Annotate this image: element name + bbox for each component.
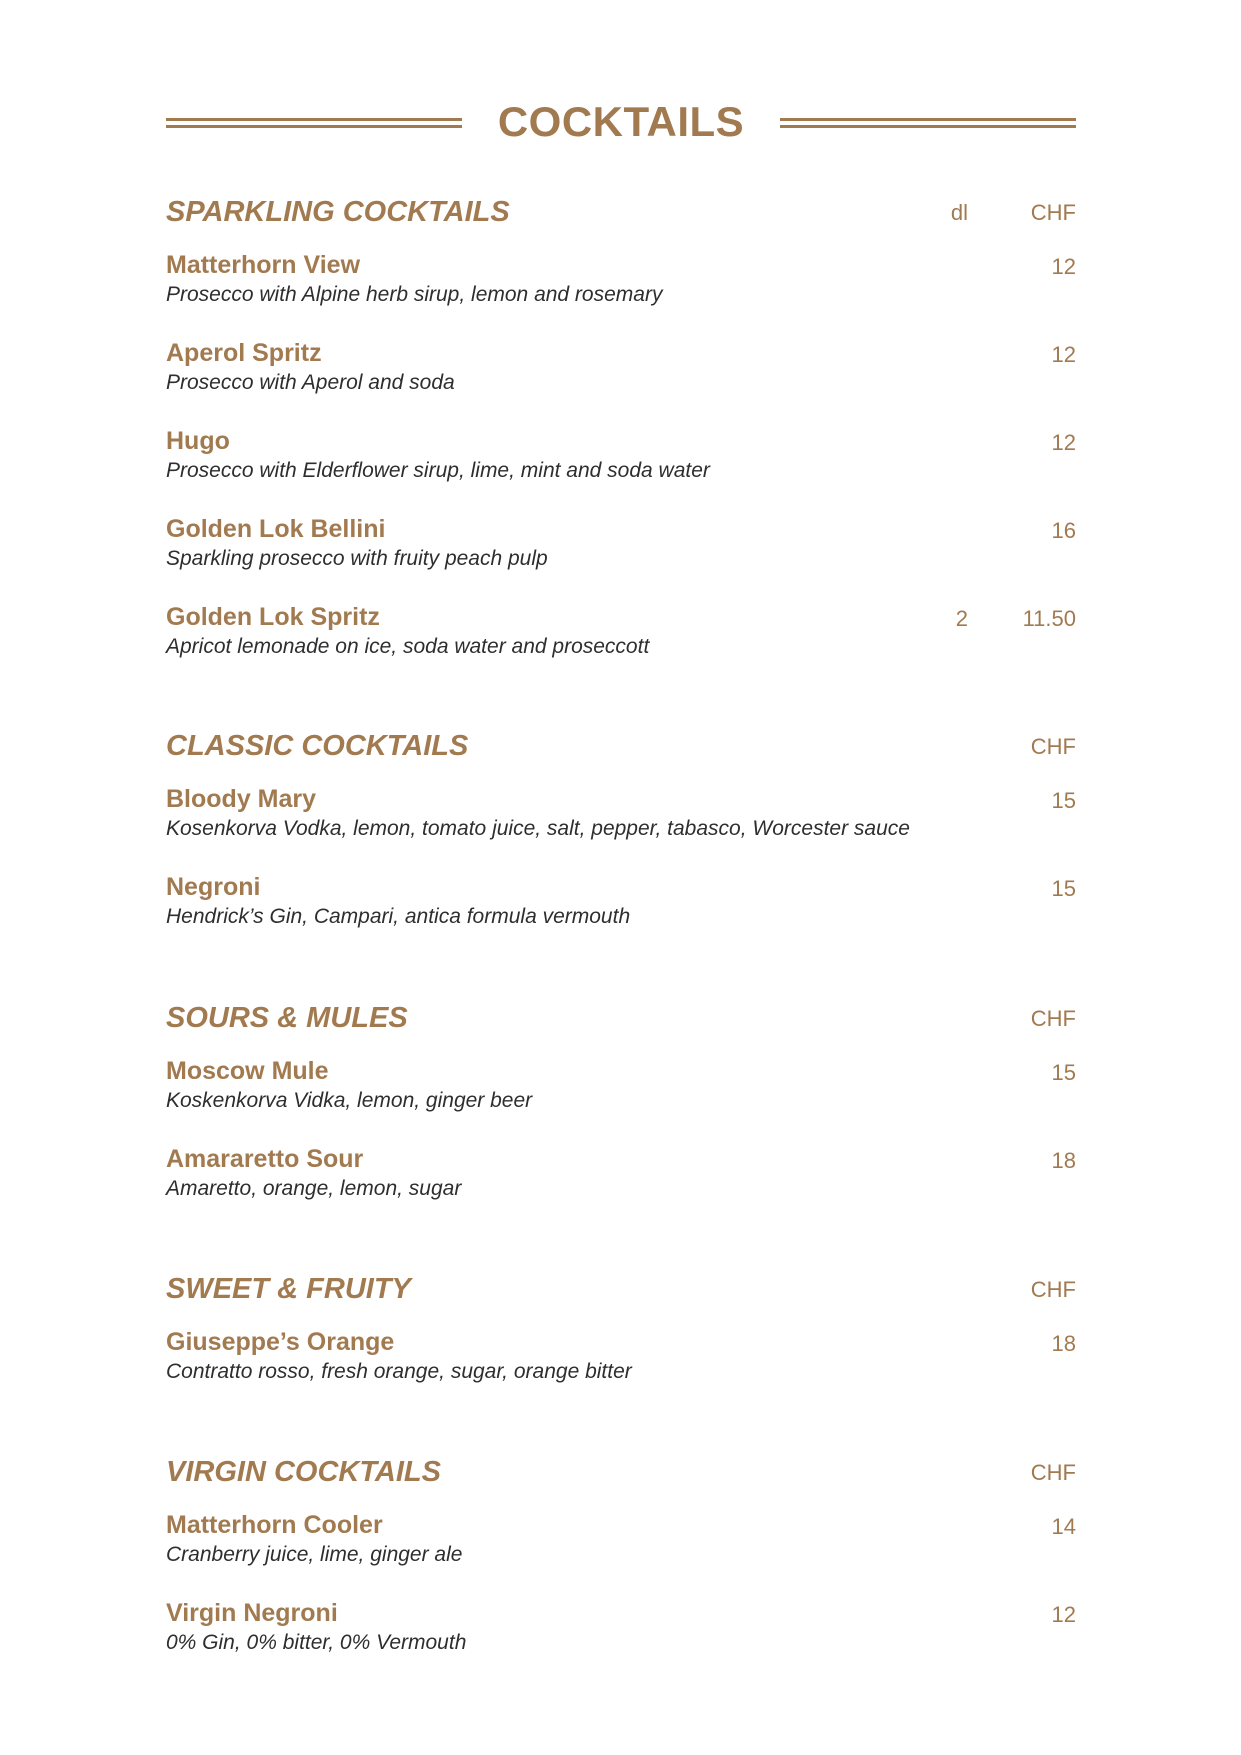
item-name: Matterhorn View (166, 251, 361, 279)
section-header (166, 998, 1076, 1038)
menu-item (166, 512, 1076, 600)
item-price: 12 (1051, 430, 1076, 455)
menu-item (166, 424, 1076, 512)
column-label-chf: CHF (1030, 1277, 1076, 1302)
item-name: Golden Lok Spritz (166, 603, 380, 631)
item-name: Golden Lok Bellini (166, 515, 386, 543)
item-description: Contratto rosso, fresh orange, sugar, orange bitter (166, 1360, 632, 1383)
menu-item (166, 1596, 1076, 1684)
section-title: CLASSIC COCKTAILS (166, 730, 469, 762)
item-price: 14 (1051, 1514, 1076, 1539)
section-header (166, 1452, 1076, 1492)
column-label-chf: CHF (1030, 200, 1076, 225)
menu-item (166, 1325, 1076, 1413)
item-price: 12 (1051, 1602, 1076, 1627)
item-name: Matterhorn Cooler (166, 1511, 383, 1539)
item-price: 18 (1051, 1148, 1076, 1173)
item-volume: 2 (955, 606, 968, 631)
menu-item (166, 1142, 1076, 1230)
item-price: 12 (1051, 254, 1076, 279)
section-sparkling-cocktails (166, 192, 1076, 688)
item-description: 0% Gin, 0% bitter, 0% Vermouth (166, 1631, 467, 1654)
menu-item (166, 1054, 1076, 1142)
item-price: 12 (1051, 342, 1076, 367)
item-name: Moscow Mule (166, 1057, 329, 1085)
menu-item (166, 1508, 1076, 1596)
section-sours-mules (166, 998, 1076, 1230)
item-name: Bloody Mary (166, 785, 317, 813)
item-name: Negroni (166, 873, 261, 901)
item-description: Prosecco with Elderflower sirup, lime, mint and soda water (166, 459, 710, 482)
section-title: SOURS & MULES (166, 1002, 408, 1034)
item-description: Hendrick’s Gin, Campari, antica formula vermouth (166, 905, 631, 928)
menu-header (166, 94, 1076, 154)
column-label-dl: dl (950, 200, 968, 225)
item-name: Giuseppe’s Orange (166, 1328, 395, 1356)
section-header (166, 726, 1076, 766)
item-name: Aperol Spritz (166, 339, 322, 367)
header-rule-right (780, 118, 1076, 128)
item-description: Cranberry juice, lime, ginger ale (166, 1543, 463, 1566)
section-title: SWEET & FRUITY (166, 1273, 411, 1305)
item-price: 15 (1051, 788, 1076, 813)
column-label-chf: CHF (1030, 734, 1076, 759)
item-description: Koskenkorva Vidka, lemon, ginger beer (166, 1089, 533, 1112)
section-title: SPARKLING COCKTAILS (166, 196, 510, 228)
item-description: Apricot lemonade on ice, soda water and proseccott (166, 635, 650, 658)
menu-item (166, 870, 1076, 958)
section-classic-cocktails (166, 726, 1076, 958)
item-name: Amararetto Sour (166, 1145, 364, 1173)
item-name: Hugo (166, 427, 230, 455)
item-price: 16 (1051, 518, 1076, 543)
column-label-chf: CHF (1030, 1460, 1076, 1485)
item-price: 15 (1051, 876, 1076, 901)
section-header (166, 1269, 1076, 1309)
menu-item (166, 600, 1076, 688)
item-description: Prosecco with Alpine herb sirup, lemon and rosemary (166, 283, 663, 306)
menu-item (166, 336, 1076, 424)
item-description: Sparkling prosecco with fruity peach pulp (166, 547, 548, 570)
menu-item (166, 248, 1076, 336)
section-virgin-cocktails (166, 1452, 1076, 1684)
item-price: 18 (1051, 1331, 1076, 1356)
section-sweet-fruity (166, 1269, 1076, 1413)
item-price: 11.50 (1022, 606, 1076, 631)
item-description: Amaretto, orange, lemon, sugar (166, 1177, 462, 1200)
menu-item (166, 782, 1076, 870)
page-title: COCKTAILS (497, 98, 745, 145)
section-title: VIRGIN COCKTAILS (166, 1456, 441, 1488)
section-header (166, 192, 1076, 232)
item-price: 15 (1051, 1060, 1076, 1085)
header-rule-left (166, 118, 462, 128)
column-label-chf: CHF (1030, 1006, 1076, 1031)
item-name: Virgin Negroni (166, 1599, 338, 1627)
item-description: Kosenkorva Vodka, lemon, tomato juice, salt, pepper, tabasco, Worcester sauce (166, 817, 910, 840)
item-description: Prosecco with Aperol and soda (166, 371, 455, 394)
